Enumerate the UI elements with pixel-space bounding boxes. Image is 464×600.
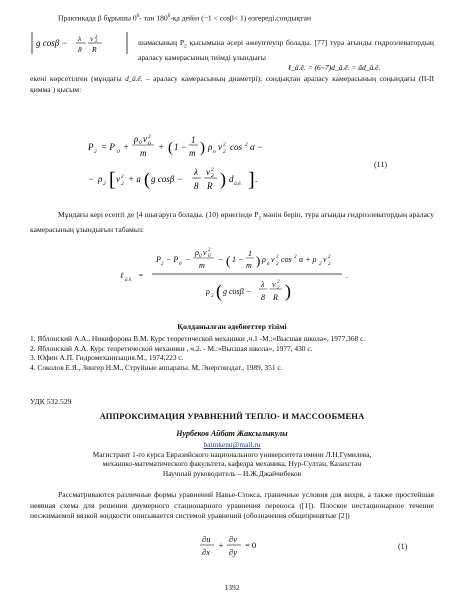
svg-text:λ: λ (78, 34, 82, 43)
svg-text:2: 2 (277, 286, 280, 291)
svg-text:2: 2 (276, 255, 279, 260)
svg-text:ℓ_ä.ê. = (6÷7)d_ä.ê. = ād_ä.ê.: ℓ_ä.ê. = (6÷7)d_ä.ê. = ād_ä.ê. (288, 63, 381, 72)
svg-text:ρ: ρ (206, 287, 210, 296)
svg-text:2: 2 (94, 149, 97, 155)
paragraph-inverse: Мұндағы кері есепті де [4 шығаруға болады. (10) өрнегінде $P_2$ мәнін беріп, тура ағынды гидроэлеватордың араласу камерасының ұзындығын табамыз: (30, 210, 435, 235)
svg-text:2: 2 (103, 181, 106, 187)
page-number: 1392 (224, 583, 240, 592)
svg-text:ρ: ρ (98, 174, 103, 184)
svg-text:ρ: ρ (208, 142, 213, 152)
paragraph-practice-cont3: екені көрсетілген (мұндағы d_ä.ê. – араласу камерасының диаметрі); сондықтан араласу камерасының соңындағы (ІІ-ІІ қимма ) қысым: (30, 74, 434, 94)
svg-text:v: v (116, 174, 120, 184)
svg-text:+ a: + a (128, 174, 141, 184)
svg-text:λ: λ (194, 167, 198, 177)
svg-text:2: 2 (319, 262, 322, 267)
svg-text:P: P (156, 255, 161, 264)
svg-text:− P: − P (166, 255, 179, 264)
paragraph-practice: Практикада β бұрышы $0^0-$ тан $180^0-қа$ дейін (−1 < cosβ< 1) өзгереді,сондықтан (58, 13, 312, 23)
article-title: АППРОКСИМАЦИЯ УРАВНЕНИЙ ТЕПЛО- И МАССООБМЕНА (99, 411, 365, 421)
svg-text:v: v (272, 280, 276, 289)
svg-text:∂u: ∂u (202, 534, 211, 544)
svg-text:2: 2 (95, 35, 98, 40)
reference-item: 2. Яблонский А.А. Курс теоретической механики , ч.2. - М.:«Высшая школа», 1977, 430 с. (30, 343, 313, 353)
svg-text:λ: λ (261, 280, 265, 289)
svg-text:8: 8 (78, 45, 82, 54)
svg-text:v: v (206, 167, 210, 177)
paragraph-practice-cont: шамасының $P_2$ қысымына әсері әжеуптеулр болады. [77] тура ағынды гидроэлеватордың араласу камерасының тиімді ұзындығы (138, 38, 434, 63)
svg-text:∂v: ∂v (229, 534, 237, 544)
svg-text:ρ: ρ (134, 134, 139, 144)
affiliation-line: Магистрант 1-го курса Евразийского национального университета имени Л.Н.Гумилева, (92, 450, 372, 459)
svg-text:1: 1 (248, 249, 252, 258)
svg-text:8: 8 (194, 181, 199, 191)
svg-text:0: 0 (117, 149, 120, 155)
svg-text:2: 2 (211, 173, 214, 179)
svg-text:=: = (138, 271, 144, 280)
svg-text:P: P (88, 142, 94, 152)
svg-text:2: 2 (328, 255, 331, 260)
svg-text:(: ( (144, 169, 150, 189)
svg-text:2: 2 (148, 134, 151, 140)
svg-text:): ) (256, 253, 261, 268)
svg-text:R: R (92, 45, 97, 54)
svg-text:ρ: ρ (262, 255, 266, 264)
reference-item: 1. Яблонский А.А., Никифорова В.М. Курс теоретической механики ,ч.1 -М.:«Высшая школа», 1977,368 с. (30, 334, 366, 343)
svg-text:d: d (229, 174, 234, 184)
svg-text:0: 0 (199, 254, 202, 259)
svg-text:]: ] (248, 169, 255, 191)
udc-code: УДК 532.529 (30, 397, 72, 406)
article-body: Рассматриваются различные формы уравнений Навье-Стокса, граничные условия для вихря, а также простейшая неявная схема для решения двумерного стационарного уравнения переноса ([1]). Плоское нестационарное течение несжимаемой вязкой жидкости описывается системой уравнений (обозначения общепринятые [2]) (30, 490, 434, 521)
references-list (30, 334, 434, 372)
svg-text:): ) (220, 169, 226, 189)
svg-text:v: v (90, 34, 94, 43)
svg-text:cos: cos (281, 255, 292, 264)
svg-text:−: − (88, 174, 95, 184)
svg-text:−: − (218, 255, 224, 264)
affiliation-line: механико-математического факультета, кафедра механика, Нур-Султан, Казахстан (102, 459, 362, 469)
svg-text:ρ: ρ (195, 248, 199, 257)
svg-text:R: R (207, 181, 213, 191)
svg-text:2: 2 (211, 167, 214, 173)
equation-1 (200, 532, 280, 562)
svg-text:0: 0 (148, 141, 151, 147)
svg-text:2: 2 (223, 142, 226, 148)
svg-text:+: + (158, 142, 165, 152)
svg-text:g cosβ −: g cosβ − (151, 174, 183, 184)
svg-text:): ) (285, 281, 291, 301)
svg-text:v: v (203, 248, 207, 257)
svg-text:m: m (246, 261, 252, 270)
svg-text:(: ( (168, 140, 173, 156)
svg-text:2: 2 (161, 262, 164, 267)
svg-text:v: v (323, 255, 327, 264)
svg-text:2: 2 (294, 255, 297, 260)
inline-formula-length (288, 60, 398, 74)
svg-text:+: + (218, 540, 224, 550)
svg-text:ä.ê.: ä.ê. (125, 278, 133, 283)
svg-text:n: n (213, 149, 216, 155)
svg-text:2: 2 (277, 280, 280, 285)
svg-text:.: . (346, 271, 348, 280)
svg-text:8: 8 (261, 293, 265, 302)
svg-text:2: 2 (95, 39, 98, 44)
svg-text:1 −: 1 − (232, 255, 244, 264)
svg-text:2: 2 (276, 262, 279, 267)
svg-text:0: 0 (179, 262, 182, 267)
inline-formula-gcos (30, 30, 130, 56)
svg-text:α + ρ: α + ρ (299, 255, 317, 264)
svg-text:(: ( (226, 253, 231, 268)
reference-item: 3. Юфин А.П. Гидромеханизация.М., 1974,223 с. (30, 353, 184, 363)
svg-text:m: m (189, 148, 196, 158)
svg-text:.: . (255, 174, 258, 184)
svg-text:cos: cos (230, 142, 242, 152)
svg-text:m: m (140, 148, 147, 158)
references-title: Қолданылған әдебиеттер тізімі (177, 322, 287, 331)
svg-text:2: 2 (121, 181, 124, 187)
svg-text:m: m (199, 261, 205, 270)
svg-text:0: 0 (208, 254, 211, 259)
equation-12 (120, 238, 390, 312)
svg-text:2: 2 (121, 174, 124, 180)
svg-text:0: 0 (139, 140, 142, 146)
equation-11-number: (11) (374, 160, 388, 169)
svg-text:2: 2 (208, 248, 211, 253)
reference-item: 4. Соколов Е.Я., Зингер Н.М., Струйные аппараты. М, Энергоиздат., 1989, 351 с. (30, 362, 283, 372)
svg-text:2: 2 (211, 294, 214, 299)
svg-text:ä.ê.: ä.ê. (234, 181, 242, 187)
author-name: Нурбеков Айбат Жаксылыкулы (176, 429, 288, 438)
svg-text:α −: α − (250, 142, 264, 152)
svg-text:g cosβ −: g cosβ − (36, 38, 68, 48)
author-email-link[interactable]: batinkenu@mail.ru (203, 440, 261, 449)
svg-text:n: n (267, 262, 270, 267)
svg-text:): ) (200, 140, 205, 156)
svg-text:2: 2 (328, 262, 331, 267)
svg-text:∂y: ∂y (229, 547, 237, 557)
svg-text:ℓ: ℓ (120, 271, 124, 280)
equation-1-number: (1) (398, 542, 408, 551)
equation-11 (88, 128, 388, 200)
svg-text:= 0: = 0 (245, 540, 257, 550)
svg-text:R: R (273, 293, 278, 302)
svg-text:[: [ (109, 169, 116, 191)
svg-text:1 −: 1 − (174, 142, 187, 152)
svg-text:2: 2 (245, 142, 248, 148)
supervisor-line: Научный руководитель – Н.Ж.Джайчибеков (162, 468, 302, 478)
svg-text:−: − (185, 255, 191, 264)
svg-text:+: + (123, 142, 130, 152)
svg-text:g cosβ −: g cosβ − (223, 287, 252, 296)
svg-text:= P: = P (101, 142, 115, 152)
svg-text:∂x: ∂x (202, 547, 210, 557)
svg-text:(: ( (216, 281, 222, 301)
svg-text:2: 2 (223, 149, 226, 155)
svg-text:v: v (143, 134, 147, 144)
svg-text:v: v (218, 142, 222, 152)
affiliation (40, 450, 424, 478)
svg-text:v: v (271, 255, 275, 264)
svg-text:1: 1 (191, 135, 196, 145)
